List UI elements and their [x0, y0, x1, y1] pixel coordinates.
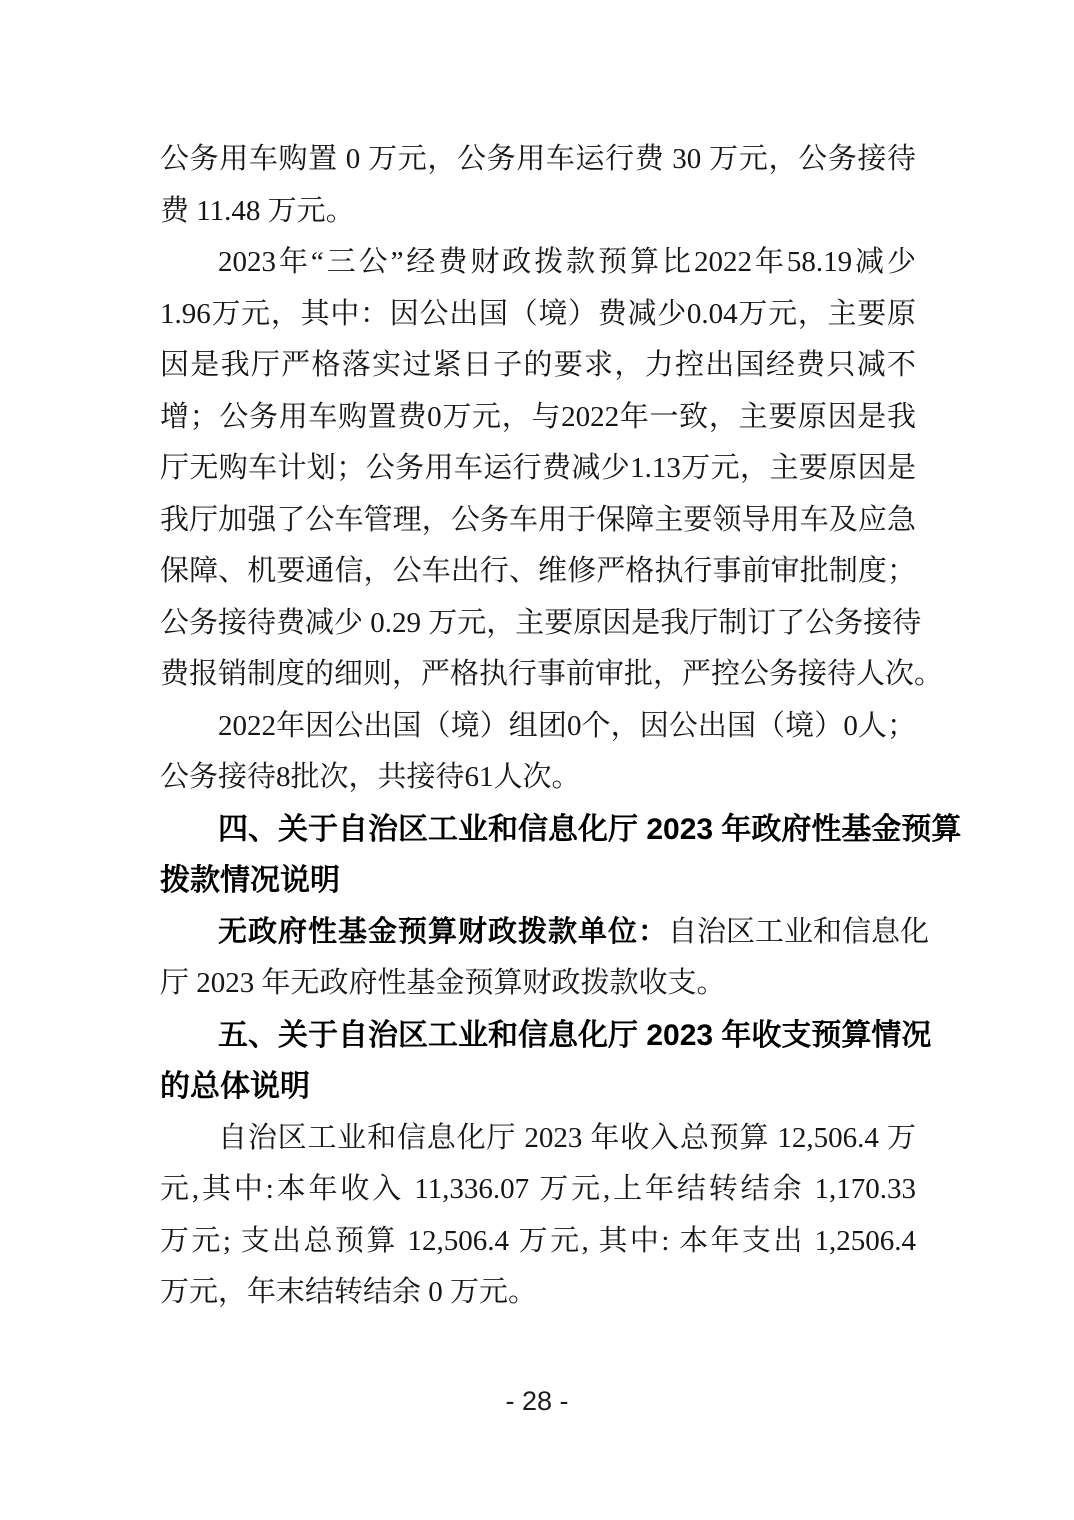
paragraph-line: 厅 2023 年无政府性基金预算财政拨款收支。	[160, 967, 726, 999]
paragraph-line: 2022年因公出国（境）组团0个，因公出国（境）0人；	[218, 709, 916, 742]
paragraph-line: 公务接待费减少 0.29 万元，主要原因是我厅制订了公务接待	[160, 606, 922, 639]
paragraph-line	[160, 907, 930, 959]
paragraph-line: 因是我厅严格落实过紧日子的要求，力控出国经费只减不	[160, 349, 916, 381]
paragraph-line: 费报销制度的细则，严格执行事前审批，严控公务接待人次。	[160, 658, 944, 690]
paragraph-line: 保障、机要通信，公车出行、维修严格执行事前审批制度；	[160, 555, 916, 587]
paragraph-line: 费 11.48 万元。	[160, 194, 355, 227]
paragraph-line: 元,其中:本年收入 11,336.07 万元,上年结转结余 1,170.33	[160, 1173, 916, 1205]
section-4-heading-line-1: 四、关于自治区工业和信息化厅 2023 年政府性基金预算	[218, 812, 962, 846]
paragraph-line: 万元; 支出总预算 12,506.4 万元, 其中: 本年支出 1,2506.4	[160, 1224, 916, 1257]
paragraph-line: 1.96万元，其中：因公出国（境）费减少0.04万元，主要原	[160, 297, 916, 330]
paragraph-line: 厅无购车计划；公务用车运行费减少1.13万元，主要原因是	[160, 452, 916, 484]
section-5-heading-line-2: 的总体说明	[160, 1070, 310, 1103]
bold-term-label: 无政府性基金预算财政拨款单位：	[218, 915, 669, 948]
paragraph-line: 增；公务用车购置费0万元，与2022年一致，主要原因是我	[160, 400, 916, 433]
paragraph-line: 自治区工业和信息化厅 2023 年收入总预算 12,506.4 万	[218, 1121, 916, 1154]
document-body	[160, 134, 962, 1319]
section-4-heading-line-2: 拨款情况说明	[160, 864, 340, 897]
paragraph-line: 万元，年末结转结余 0 万元。	[160, 1276, 538, 1308]
page-number: - 28 -	[505, 1386, 569, 1416]
paragraph-line: 公务接待8批次，共接待61人次。	[160, 761, 581, 793]
paragraph-line: 公务用车购置 0 万元，公务用车运行费 30 万元，公务接待	[160, 143, 916, 175]
section-5-heading-line-1: 五、关于自治区工业和信息化厅 2023 年收支预算情况	[218, 1018, 932, 1052]
paragraph-line: 2023年“三公”经费财政拨款预算比2022年58.19减少	[218, 246, 916, 278]
paragraph-line: 我厅加强了公车管理，公务车用于保障主要领导用车及应急	[160, 503, 916, 536]
paragraph-text: 自治区工业和信息化	[668, 915, 930, 948]
